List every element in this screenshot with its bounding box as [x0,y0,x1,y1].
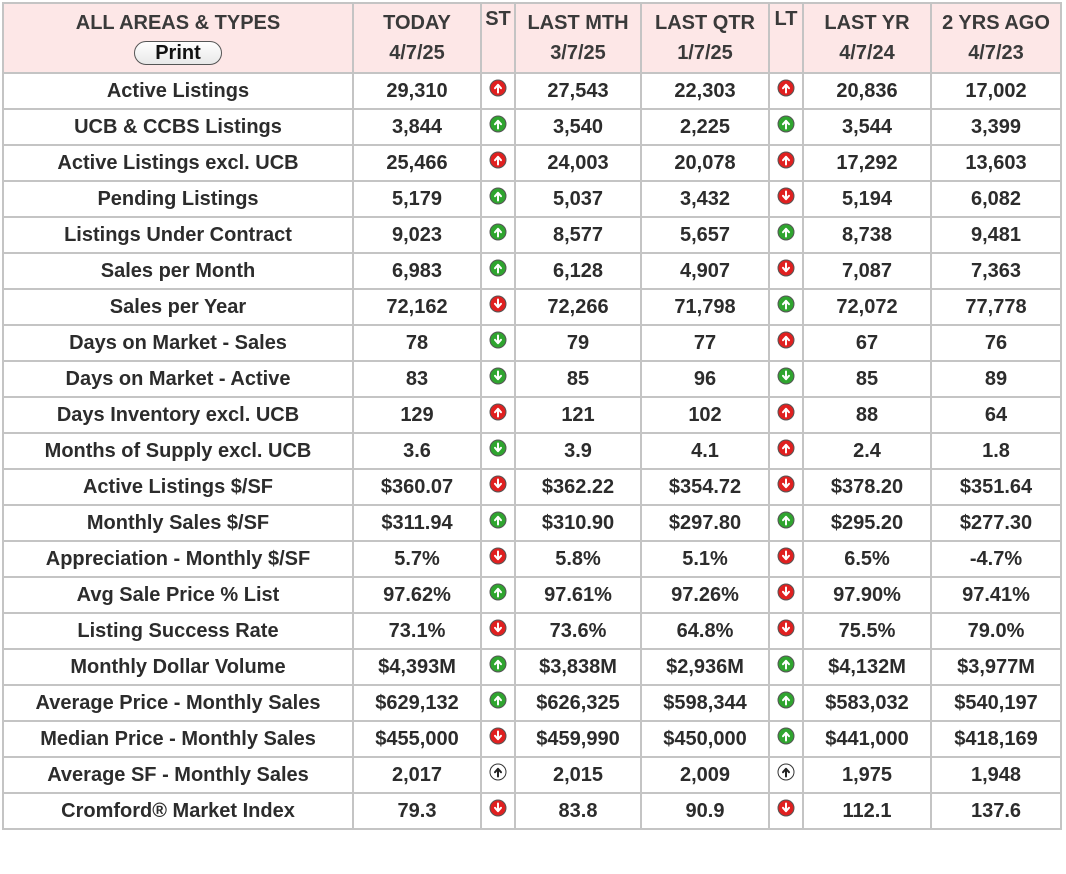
last-qtr-value: 96 [641,361,769,397]
last-qtr-value: 97.26% [641,577,769,613]
header-lt [769,3,803,73]
row-label: Days on Market - Sales [3,325,353,361]
last-mth-value: 2,015 [515,757,641,793]
st-trend-cell [481,685,515,721]
lt-trend-cell [769,469,803,505]
header-label-cell [3,3,353,73]
today-value: 78 [353,325,481,361]
header-label-title: ALL AREAS & TYPES [75,12,281,34]
today-value: 6,983 [353,253,481,289]
last-mth-value: $362.22 [515,469,641,505]
last-qtr-value: $450,000 [641,721,769,757]
row-label: UCB & CCBS Listings [3,109,353,145]
header-last-mth [515,3,641,73]
table-row [3,145,1061,181]
arrow-up-icon [777,691,795,709]
last-yr-value: 85 [803,361,931,397]
st-trend-cell [481,793,515,829]
today-value: 79.3 [353,793,481,829]
arrow-down-icon [489,727,507,745]
header-2yrs-date: 4/7/23 [968,42,1024,64]
st-trend-cell [481,397,515,433]
row-label: Active Listings excl. UCB [3,145,353,181]
arrow-up-icon [489,151,507,169]
st-trend-cell [481,361,515,397]
st-trend-cell [481,289,515,325]
two-yrs-value: 76 [931,325,1061,361]
arrow-up-icon [489,583,507,601]
today-value: 3,844 [353,109,481,145]
today-value: 73.1% [353,613,481,649]
last-mth-value: $310.90 [515,505,641,541]
header-today-title: TODAY [383,12,451,34]
lt-trend-cell [769,109,803,145]
table-header [3,3,1061,73]
table-row [3,361,1061,397]
last-mth-value: 85 [515,361,641,397]
st-trend-cell [481,433,515,469]
today-value: 129 [353,397,481,433]
arrow-down-icon [777,799,795,817]
arrow-up-icon [777,763,795,781]
last-yr-value: 6.5% [803,541,931,577]
header-last-qtr-date: 1/7/25 [677,42,733,64]
arrow-down-icon [777,547,795,565]
arrow-down-icon [489,331,507,349]
last-qtr-value: 5.1% [641,541,769,577]
st-trend-cell [481,721,515,757]
table-row [3,649,1061,685]
two-yrs-value: 79.0% [931,613,1061,649]
arrow-down-icon [489,619,507,637]
table-row [3,505,1061,541]
table-row [3,685,1061,721]
today-value: 29,310 [353,73,481,109]
last-qtr-value: $598,344 [641,685,769,721]
st-trend-cell [481,613,515,649]
last-mth-value: 5.8% [515,541,641,577]
lt-trend-cell [769,145,803,181]
last-qtr-value: $354.72 [641,469,769,505]
arrow-up-icon [777,727,795,745]
two-yrs-value: $277.30 [931,505,1061,541]
today-value: $629,132 [353,685,481,721]
two-yrs-value: 137.6 [931,793,1061,829]
last-qtr-value: 102 [641,397,769,433]
two-yrs-value: 89 [931,361,1061,397]
table-row [3,433,1061,469]
header-st-label: ST [485,8,511,30]
header-last-mth-title: LAST MTH [527,12,629,34]
lt-trend-cell [769,181,803,217]
today-value: 83 [353,361,481,397]
header-today-date: 4/7/25 [389,42,445,64]
arrow-up-icon [777,115,795,133]
last-mth-value: $3,838M [515,649,641,685]
market-stats-table [2,2,1062,830]
arrow-down-icon [777,259,795,277]
last-yr-value: $441,000 [803,721,931,757]
lt-trend-cell [769,397,803,433]
last-mth-value: 24,003 [515,145,641,181]
lt-trend-cell [769,325,803,361]
header-last-qtr [641,3,769,73]
two-yrs-value: $540,197 [931,685,1061,721]
st-trend-cell [481,541,515,577]
last-yr-value: $4,132M [803,649,931,685]
arrow-up-icon [489,691,507,709]
lt-trend-cell [769,793,803,829]
arrow-up-icon [489,763,507,781]
last-mth-value: 27,543 [515,73,641,109]
arrow-up-icon [777,151,795,169]
row-label: Average SF - Monthly Sales [3,757,353,793]
last-yr-value: 5,194 [803,181,931,217]
last-qtr-value: $297.80 [641,505,769,541]
today-value: $455,000 [353,721,481,757]
row-label: Sales per Month [3,253,353,289]
row-label: Average Price - Monthly Sales [3,685,353,721]
table-row [3,397,1061,433]
today-value: 3.6 [353,433,481,469]
arrow-down-icon [489,439,507,457]
last-yr-value: $378.20 [803,469,931,505]
last-mth-value: 79 [515,325,641,361]
table-row [3,289,1061,325]
today-value: $311.94 [353,505,481,541]
last-qtr-value: 3,432 [641,181,769,217]
two-yrs-value: 6,082 [931,181,1061,217]
arrow-up-icon [777,439,795,457]
st-trend-cell [481,109,515,145]
last-yr-value: 97.90% [803,577,931,613]
last-qtr-value: 4.1 [641,433,769,469]
header-lt-label: LT [774,8,798,30]
header-row [3,3,1061,73]
lt-trend-cell [769,721,803,757]
last-qtr-value: 20,078 [641,145,769,181]
lt-trend-cell [769,541,803,577]
arrow-down-icon [777,619,795,637]
last-mth-value: 3,540 [515,109,641,145]
two-yrs-value: 9,481 [931,217,1061,253]
lt-trend-cell [769,649,803,685]
last-mth-value: 5,037 [515,181,641,217]
last-mth-value: 72,266 [515,289,641,325]
arrow-up-icon [777,331,795,349]
row-label: Days on Market - Active [3,361,353,397]
lt-trend-cell [769,757,803,793]
last-qtr-value: 2,009 [641,757,769,793]
st-trend-cell [481,577,515,613]
row-label: Days Inventory excl. UCB [3,397,353,433]
header-last-mth-date: 3/7/25 [550,42,606,64]
arrow-down-icon [777,475,795,493]
two-yrs-value: $3,977M [931,649,1061,685]
last-qtr-value: 77 [641,325,769,361]
two-yrs-value: 7,363 [931,253,1061,289]
two-yrs-value: 97.41% [931,577,1061,613]
last-qtr-value: 5,657 [641,217,769,253]
last-yr-value: 17,292 [803,145,931,181]
today-value: $4,393M [353,649,481,685]
st-trend-cell [481,73,515,109]
header-2yrs [931,3,1061,73]
table-row [3,73,1061,109]
last-qtr-value: $2,936M [641,649,769,685]
today-value: 5.7% [353,541,481,577]
st-trend-cell [481,757,515,793]
st-trend-cell [481,649,515,685]
table-row [3,181,1061,217]
st-trend-cell [481,505,515,541]
table-row [3,325,1061,361]
table-row [3,757,1061,793]
two-yrs-value: 1,948 [931,757,1061,793]
two-yrs-value: -4.7% [931,541,1061,577]
today-value: 25,466 [353,145,481,181]
st-trend-cell [481,217,515,253]
lt-trend-cell [769,361,803,397]
arrow-up-icon [489,511,507,529]
two-yrs-value: 3,399 [931,109,1061,145]
arrow-down-icon [777,187,795,205]
last-yr-value: 20,836 [803,73,931,109]
last-qtr-value: 71,798 [641,289,769,325]
header-st [481,3,515,73]
lt-trend-cell [769,505,803,541]
last-mth-value: 83.8 [515,793,641,829]
today-value: 2,017 [353,757,481,793]
last-yr-value: 75.5% [803,613,931,649]
last-mth-value: $459,990 [515,721,641,757]
two-yrs-value: $418,169 [931,721,1061,757]
table-body [3,73,1061,829]
last-yr-value: 8,738 [803,217,931,253]
header-last-yr-date: 4/7/24 [839,42,895,64]
today-value: 5,179 [353,181,481,217]
last-yr-value: 1,975 [803,757,931,793]
st-trend-cell [481,469,515,505]
today-value: 97.62% [353,577,481,613]
lt-trend-cell [769,613,803,649]
row-label: Median Price - Monthly Sales [3,721,353,757]
last-qtr-value: 90.9 [641,793,769,829]
row-label: Sales per Year [3,289,353,325]
lt-trend-cell [769,217,803,253]
row-label: Cromford® Market Index [3,793,353,829]
table-row [3,109,1061,145]
lt-trend-cell [769,73,803,109]
arrow-down-icon [489,367,507,385]
table-row [3,253,1061,289]
row-label: Avg Sale Price % List [3,577,353,613]
arrow-up-icon [489,187,507,205]
row-label: Listings Under Contract [3,217,353,253]
last-qtr-value: 22,303 [641,73,769,109]
arrow-down-icon [777,367,795,385]
row-label: Appreciation - Monthly $/SF [3,541,353,577]
table-row [3,613,1061,649]
arrow-up-icon [489,259,507,277]
st-trend-cell [481,145,515,181]
two-yrs-value: $351.64 [931,469,1061,505]
arrow-up-icon [777,511,795,529]
arrow-up-icon [489,655,507,673]
last-yr-value: 7,087 [803,253,931,289]
last-yr-value: 3,544 [803,109,931,145]
arrow-down-icon [777,583,795,601]
arrow-down-icon [489,799,507,817]
arrow-up-icon [489,79,507,97]
last-yr-value: 88 [803,397,931,433]
last-mth-value: 3.9 [515,433,641,469]
arrow-down-icon [489,295,507,313]
table-row [3,721,1061,757]
st-trend-cell [481,325,515,361]
last-qtr-value: 2,225 [641,109,769,145]
today-value: 72,162 [353,289,481,325]
print-button[interactable]: Print [134,41,222,65]
two-yrs-value: 77,778 [931,289,1061,325]
last-yr-value: $583,032 [803,685,931,721]
lt-trend-cell [769,433,803,469]
table-row [3,541,1061,577]
today-value: $360.07 [353,469,481,505]
arrow-down-icon [489,475,507,493]
last-mth-value: $626,325 [515,685,641,721]
last-mth-value: 97.61% [515,577,641,613]
arrow-up-icon [777,295,795,313]
last-yr-value: 2.4 [803,433,931,469]
last-yr-value: $295.20 [803,505,931,541]
arrow-up-icon [777,79,795,97]
last-qtr-value: 64.8% [641,613,769,649]
last-mth-value: 121 [515,397,641,433]
table-row [3,217,1061,253]
row-label: Monthly Dollar Volume [3,649,353,685]
arrow-up-icon [777,403,795,421]
last-mth-value: 73.6% [515,613,641,649]
st-trend-cell [481,253,515,289]
last-yr-value: 72,072 [803,289,931,325]
header-today [353,3,481,73]
table-row [3,793,1061,829]
last-qtr-value: 4,907 [641,253,769,289]
arrow-up-icon [777,223,795,241]
header-last-qtr-title: LAST QTR [655,12,755,34]
today-value: 9,023 [353,217,481,253]
row-label: Listing Success Rate [3,613,353,649]
row-label: Active Listings $/SF [3,469,353,505]
row-label: Pending Listings [3,181,353,217]
lt-trend-cell [769,577,803,613]
two-yrs-value: 17,002 [931,73,1061,109]
row-label: Months of Supply excl. UCB [3,433,353,469]
last-yr-value: 112.1 [803,793,931,829]
two-yrs-value: 1.8 [931,433,1061,469]
arrow-up-icon [777,655,795,673]
last-mth-value: 8,577 [515,217,641,253]
two-yrs-value: 64 [931,397,1061,433]
st-trend-cell [481,181,515,217]
table-row [3,469,1061,505]
two-yrs-value: 13,603 [931,145,1061,181]
lt-trend-cell [769,685,803,721]
last-yr-value: 67 [803,325,931,361]
arrow-down-icon [489,547,507,565]
row-label: Monthly Sales $/SF [3,505,353,541]
last-mth-value: 6,128 [515,253,641,289]
arrow-up-icon [489,223,507,241]
lt-trend-cell [769,289,803,325]
header-2yrs-title: 2 YRS AGO [942,12,1050,34]
table-row [3,577,1061,613]
arrow-up-icon [489,403,507,421]
lt-trend-cell [769,253,803,289]
arrow-up-icon [489,115,507,133]
row-label: Active Listings [3,73,353,109]
header-last-yr [803,3,931,73]
header-last-yr-title: LAST YR [824,12,910,34]
